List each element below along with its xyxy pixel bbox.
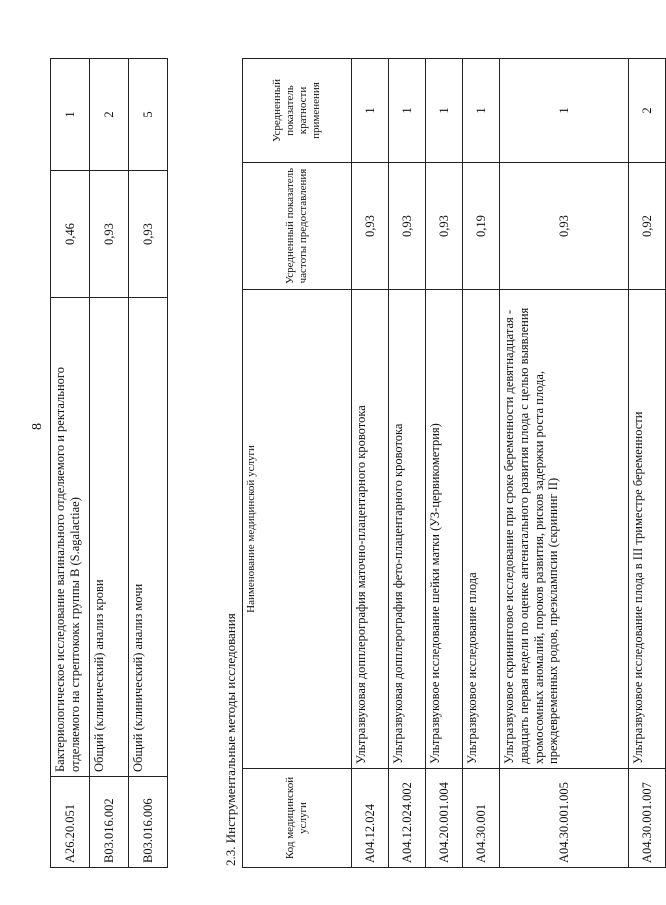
- service-code: A04.30.001: [463, 769, 500, 868]
- header-code: Код медицинской услуги: [243, 769, 352, 868]
- page-number: 8: [30, 423, 45, 430]
- table-row: [389, 59, 426, 868]
- service-code: A04.30.001.005: [500, 769, 629, 868]
- frequency-value: 0,93: [352, 163, 389, 290]
- frequency-value: 0,93: [500, 163, 629, 290]
- service-code: A26.20.051: [51, 777, 90, 868]
- multiplicity-value: 1: [389, 59, 426, 163]
- multiplicity-value: 1: [500, 59, 629, 163]
- table-row: [500, 59, 629, 868]
- frequency-value: 0,93: [426, 163, 463, 290]
- lab-tests-table: [50, 58, 168, 868]
- table-row: [629, 59, 666, 868]
- frequency-value: 0,92: [629, 163, 666, 290]
- frequency-value: 0,93: [129, 171, 168, 298]
- service-code: B03.016.006: [129, 777, 168, 868]
- header-multiplicity: Усредненный показатель кратности применения: [243, 59, 352, 163]
- service-name: Ультразвуковое исследование плода в III триместре беременности: [629, 290, 666, 769]
- table-row: [463, 59, 500, 868]
- service-name: Ультразвуковое исследование плода: [463, 290, 500, 769]
- service-name: Общий (клинический) анализ крови: [90, 298, 129, 777]
- header-name: Наименование медицинской услуги: [243, 290, 352, 769]
- section-title: 2.3. Инструментальные методы исследования: [223, 613, 238, 866]
- frequency-value: 0,93: [389, 163, 426, 290]
- service-name: Ультразвуковое скрининговое исследование при сроке беременности девятнадцатая - двадцать первая недели по оценке антенатального развития плода с целью выявления хромосомных аномалий, пороков развития, рисков задержки роста плода, преждевременных родов, преэклампсии (скрининг II): [500, 290, 629, 769]
- service-code: A04.12.024.002: [389, 769, 426, 868]
- service-code: A04.30.001.007: [629, 769, 666, 868]
- frequency-value: 0,19: [463, 163, 500, 290]
- frequency-value: 0,46: [51, 171, 90, 298]
- service-name: Ультразвуковая допплерография фето-плацентарного кровотока: [389, 290, 426, 769]
- table-row: [129, 59, 168, 868]
- service-code: A04.20.001.004: [426, 769, 463, 868]
- frequency-value: 0,93: [90, 171, 129, 298]
- service-name: Ультразвуковая допплерография маточно-плацентарного кровотока: [352, 290, 389, 769]
- multiplicity-value: 5: [129, 59, 168, 171]
- multiplicity-value: 1: [51, 59, 90, 171]
- header-frequency: Усредненный показатель частоты предоставления: [243, 163, 352, 290]
- multiplicity-value: 2: [90, 59, 129, 171]
- service-name: Ультразвуковое исследование шейки матки (УЗ-цервикометрия): [426, 290, 463, 769]
- service-name: Общий (клинический) анализ мочи: [129, 298, 168, 777]
- rotated-page-content: [50, 30, 654, 880]
- service-code: B03.016.002: [90, 777, 129, 868]
- service-code: A04.12.024: [352, 769, 389, 868]
- multiplicity-value: 1: [426, 59, 463, 163]
- multiplicity-value: 1: [352, 59, 389, 163]
- multiplicity-value: 1: [463, 59, 500, 163]
- table-header-row: [243, 59, 352, 868]
- table-row: [352, 59, 389, 868]
- instrumental-methods-table: [242, 58, 666, 868]
- table-row: [51, 59, 90, 868]
- service-name: Бактериологическое исследование вагинального отделяемого и ректального отделяемого на стрептококк группы В (S.agalactiae): [51, 298, 90, 777]
- multiplicity-value: 2: [629, 59, 666, 163]
- table-row: [426, 59, 463, 868]
- table-row: [90, 59, 129, 868]
